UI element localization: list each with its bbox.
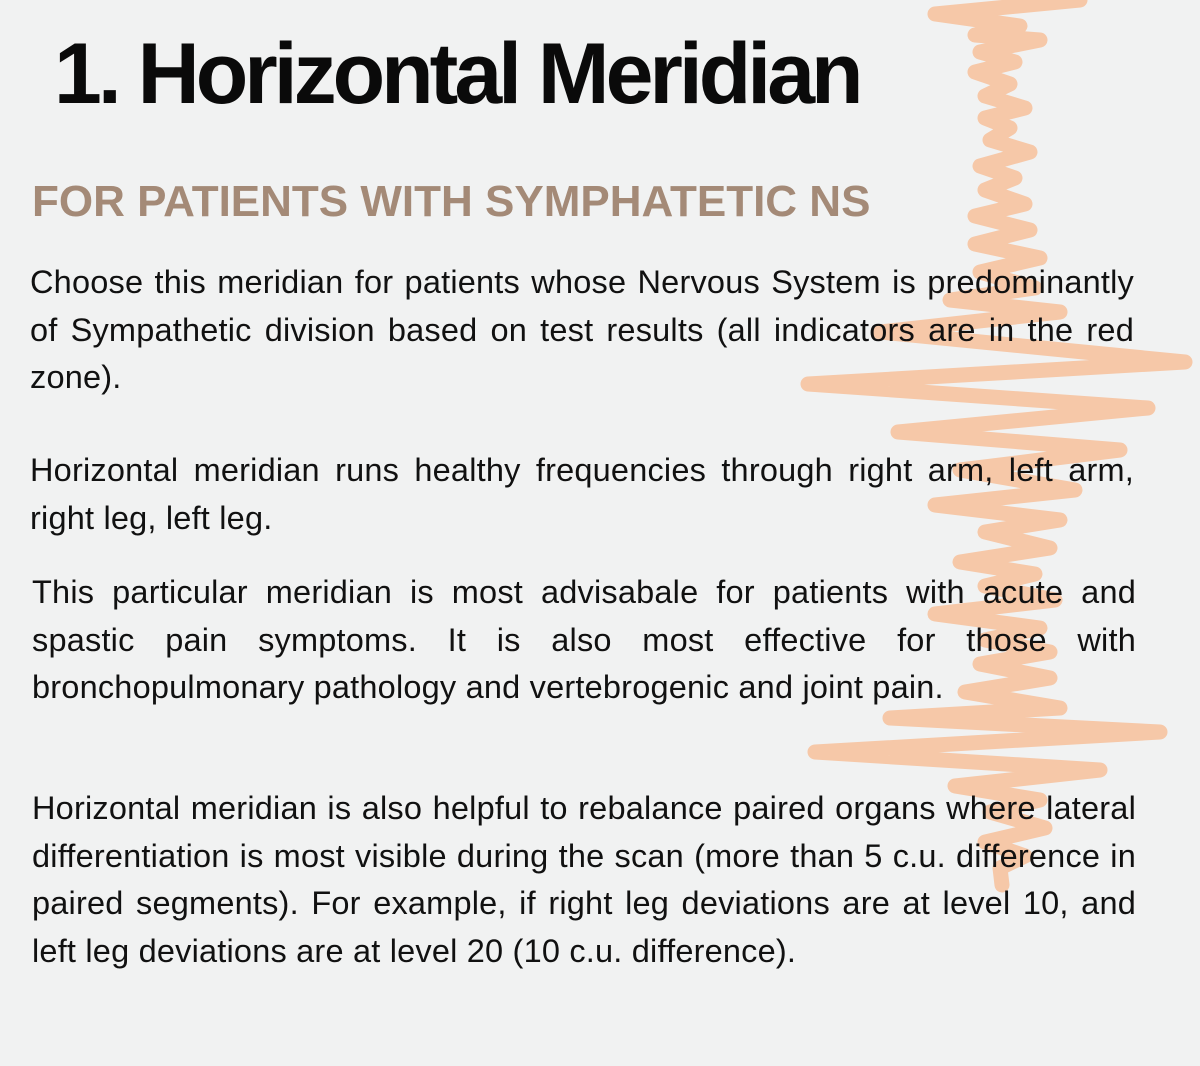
paragraph-indications: This particular meridian is most advisabale for patients with acute and spastic pain symptoms. It is also most effective for those with bronchopulmonary pathology and vertebrogenic and joint pain. — [32, 574, 1136, 705]
page-title: 1. Horizontal Meridian — [54, 26, 860, 122]
paragraph-frequency-path: Horizontal meridian runs healthy frequencies through right arm, left arm, right leg, left leg. — [30, 452, 1134, 536]
paragraph-paired-organs: Horizontal meridian is also helpful to rebalance paired organs where lateral differentiation is most visible during the scan (more than 5 c.u. difference in paired segments). For example, if right leg deviations are at level 10, and left leg deviations are at level 20 (10 c.u. difference). — [32, 790, 1136, 969]
paragraph-sympathetic-selection: Choose this meridian for patients whose Nervous System is predominantly of Sympathetic division based on test results (all indicators are in the red zone). — [30, 264, 1134, 395]
section-subtitle: FOR PATIENTS WITH SYMPHATETIC NS — [32, 177, 871, 226]
